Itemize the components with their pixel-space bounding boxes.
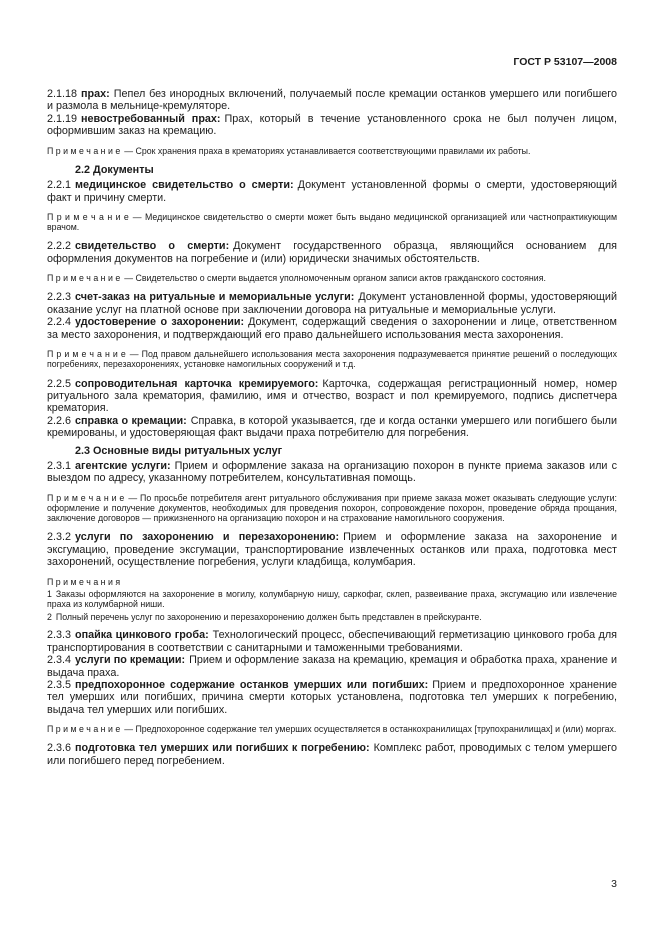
- note-item-number: 2: [47, 612, 52, 623]
- term-entry: [47, 291, 617, 316]
- note: [47, 493, 617, 524]
- term-label: подготовка тел умерших или погибших к погребению:: [75, 742, 370, 755]
- note-body: — Медицинское свидетельство о смерти может быть выдано медицинской организацией или частнопрактикующим врачом.: [47, 212, 617, 233]
- term-number: 2.3.6: [47, 742, 72, 755]
- term-entry: [47, 316, 617, 341]
- term-label: удостоверение о захоронении:: [75, 316, 245, 329]
- term-definition: Справка, в которой указывается, где и когда останки умершего или погибшего были кремированы, и удостоверяющая факт выдачи праха потребителю для погребения.: [47, 414, 618, 440]
- term-definition: Карточка, содержащая регистрационный номер, номер ритуального зала крематория, фамилию, имя и отчество, возраст и пол кремируемого, подпись диспетчера крематория.: [47, 377, 617, 415]
- note-item-body: Полный перечень услуг по захоронению и перезахоронению должен быть представлен в прейскуранте.: [55, 612, 482, 623]
- term-label: невостребованный прах:: [81, 112, 221, 125]
- term-entry: [47, 460, 617, 485]
- doc-number: ГОСТ Р 53107—2008: [513, 56, 617, 68]
- term-label: прах:: [81, 88, 110, 100]
- notes-header: П р и м е ч а н и я: [47, 576, 121, 587]
- term-definition: Документ установленной формы о смерти, удостоверяющий факт и причину смерти.: [47, 179, 617, 204]
- page-number: 3: [611, 878, 617, 890]
- term-label: предпохоронное содержание останков умерших или погибших:: [75, 679, 429, 692]
- note-body: — Предпохоронное содержание тел умерших осуществляется в останкохранилищах [трупохранилищах] и (или) моргах.: [124, 724, 617, 735]
- note: [47, 273, 617, 283]
- note: [47, 724, 617, 734]
- term-number: 2.3.1: [47, 459, 72, 472]
- term-number: 2.3.3: [47, 629, 72, 642]
- term-label: услуги по кремации:: [75, 654, 186, 667]
- document-header: [47, 56, 617, 68]
- note-label: П р и м е ч а н и е: [47, 724, 121, 735]
- note-body: — По просьбе потребителя агент ритуального обслуживания при приеме заказа может оказывать следующие услуги: оформление и получение документов, необходимых для проведения похорон, сопровождение похорон, проведение обряда прощания, заключение договоров — прижизненного на организацию похорон и на страхование намогильного сооружения.: [47, 492, 617, 524]
- term-entry: [47, 378, 617, 415]
- note-body: — Под правом дальнейшего использования места захоронения подразумевается принятие решений о последующих погребениях, перезахоронениях, установке намогильных сооружений и т.д.: [47, 349, 617, 370]
- term-definition: Документ установленной формы, удостоверяющий оказание услуг на платной основе при заключении договора на ритуальные и мемориальные услуги.: [47, 291, 617, 316]
- term-definition: Комплекс работ, проводимых с телом умершего или погибшего перед погребением.: [47, 742, 617, 767]
- term-entry: [47, 240, 617, 265]
- document-content: [47, 88, 617, 767]
- note-body: — Срок хранения праха в крематориях устанавливается соответствующими правилами их работы.: [124, 145, 531, 156]
- term-entry: [47, 654, 617, 679]
- term-entry: [47, 742, 617, 767]
- term-label: сопроводительная карточка кремируемого:: [75, 377, 319, 390]
- term-label: опайка цинкового гроба:: [75, 629, 209, 642]
- term-definition: Пепел без инородных включений, получаемый после кремации останков умершего или погибшего и размола в мельнице-кремуляторе.: [47, 88, 617, 113]
- term-definition: Прием и оформление заказа на организацию похорон в пункте приема заказов или с выездом по адресу, указанному потребителем, консультативная помощь.: [47, 459, 617, 485]
- term-definition: Прах, который в течение установленного срока не был получен лицом, оформившим заказ на кремацию.: [47, 112, 617, 138]
- note-body: — Свидетельство о смерти выдается уполномоченным органом записи актов гражданского состояния.: [124, 273, 546, 284]
- term-number: 2.3.2: [47, 531, 72, 544]
- note-item-body: Заказы оформляются на захоронение в могилу, колумбарную нишу, саркофаг, склеп, развеивание праха, эксгумацию или извлечение праха из колумбарной ниши.: [47, 588, 617, 609]
- term-number: 2.2.2: [47, 240, 72, 253]
- note-label: П р и м е ч а н и е: [47, 349, 126, 360]
- section-heading: 2.2 Документы: [75, 163, 154, 176]
- note-label: П р и м е ч а н и е: [47, 273, 121, 284]
- term-number: 2.2.5: [47, 377, 72, 390]
- term-label: услуги по захоронению и перезахоронению:: [75, 531, 340, 544]
- note-item: [47, 612, 617, 622]
- term-label: свидетельство о смерти:: [75, 240, 230, 253]
- note-label: П р и м е ч а н и е: [47, 212, 129, 223]
- term-label: счет-заказ на ритуальные и мемориальные услуги:: [75, 291, 355, 304]
- term-entry: [47, 679, 617, 716]
- note-label: П р и м е ч а н и е: [47, 145, 121, 156]
- term-entry: [47, 88, 617, 113]
- term-definition: Прием и оформление заказа на кремацию, кремация и обработка праха, хранение и выдача праха.: [47, 654, 617, 679]
- section-heading: 2.3 Основные виды ритуальных услуг: [75, 444, 283, 457]
- document-footer: [611, 878, 617, 890]
- term-definition: Документ государственного образца, являющийся основанием для оформления документов на погребение и (или) юридически значимых обстоятельств.: [47, 240, 617, 265]
- note: [47, 146, 617, 156]
- term-entry: [47, 113, 617, 138]
- term-entry: [47, 179, 617, 204]
- note: [47, 212, 617, 232]
- note-item-number: 1: [47, 588, 52, 599]
- term-label: медицинское свидетельство о смерти:: [75, 179, 294, 192]
- term-number: 2.2.3: [47, 291, 72, 304]
- term-definition: Документ, содержащий сведения о захоронении и лице, ответственном за место захоронения, и подтверждающий его право дальнейшего использования места захоронения.: [47, 316, 617, 341]
- term-number: 2.3.4: [47, 654, 72, 667]
- term-number: 2.3.5: [47, 679, 72, 692]
- term-entry: [47, 415, 617, 440]
- term-label: справка о кремации:: [75, 414, 187, 427]
- term-definition: Прием и предпохоронное хранение тел умерших или погибших, причина смерти которых установлена, подготовка тел умерших к погребению, выдача тел умерших или погибших.: [47, 679, 617, 716]
- note-item: [47, 589, 617, 609]
- term-number: 2.2.1: [47, 179, 72, 192]
- term-entry: [47, 531, 617, 568]
- term-number: 2.1.19: [47, 112, 78, 125]
- term-definition: Технологический процесс, обеспечивающий герметизацию цинкового гроба для транспортирования в соответствии с санитарными и таможенными требованиями.: [47, 629, 617, 654]
- term-entry: [47, 629, 617, 654]
- term-definition: Прием и оформление заказа на захоронение и эксгумацию, проведение эксгумации, транспортирование извлеченных останков или праха, подготовка мест захоронений, осуществление погребения, услуги кладбища, колумбария.: [47, 531, 618, 569]
- term-number: 2.2.6: [47, 414, 72, 427]
- term-number: 2.2.4: [47, 316, 72, 329]
- note: [47, 349, 617, 369]
- note-label: П р и м е ч а н и е: [47, 492, 125, 503]
- term-label: агентские услуги:: [75, 459, 171, 472]
- term-number: 2.1.18: [47, 88, 78, 100]
